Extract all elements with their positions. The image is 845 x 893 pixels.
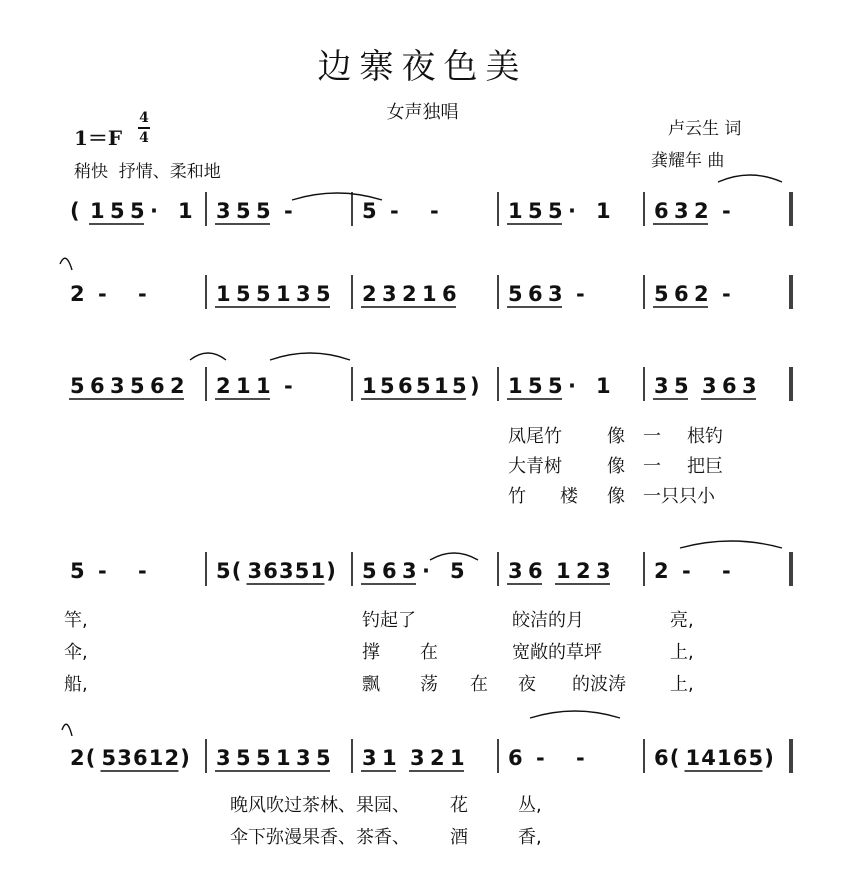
note-glyph: ) [470, 374, 480, 398]
note-glyph: 1 [148, 746, 164, 770]
note-glyph: · [150, 199, 158, 223]
note-glyph: 5 [256, 282, 271, 306]
slur [680, 541, 782, 548]
lyric-s3-v1-c: 一 [643, 426, 661, 447]
lyric-s3-v2-d: 把巨 [687, 456, 723, 477]
note-glyph: 2 [164, 746, 180, 770]
note-glyph: ) [180, 746, 190, 770]
lyric-s4-v1-c: 皎洁的月 [512, 610, 584, 631]
note-glyph: 3 [702, 374, 717, 398]
note-glyph: 5 [416, 374, 431, 398]
lyric-s4-v2-b: 撑 [362, 642, 380, 663]
lyric-s5-r2-c: 香, [518, 827, 542, 848]
note-glyph: 1 [422, 282, 437, 306]
note-glyph: 1 [556, 559, 571, 583]
note-glyph: 3 [410, 746, 425, 770]
note-glyph: · [568, 199, 576, 223]
lyric-s4-v3-c: 荡 [420, 674, 438, 695]
note-glyph: 3 [742, 374, 757, 398]
note-glyph: 4 [701, 746, 716, 770]
note-glyph: 1 [596, 374, 611, 398]
slur [718, 175, 782, 182]
note-glyph: 3 [296, 746, 311, 770]
time-signature-bottom: 4 [139, 130, 149, 146]
tempo-marking: 稍快 抒情、柔和地 [74, 162, 221, 182]
note-glyph: 5 [508, 282, 523, 306]
note-glyph: 6 [508, 746, 523, 770]
note-glyph: - [722, 199, 731, 223]
lyric-s3-v2-c: 一 [643, 456, 661, 477]
note-glyph: 5 [130, 199, 145, 223]
note-glyph: 5 [110, 199, 125, 223]
note-glyph: - [536, 746, 545, 770]
note-glyph: 2 [430, 746, 445, 770]
note-glyph: 6 [528, 559, 543, 583]
note-glyph: 5 [674, 374, 689, 398]
note-glyph: ( [70, 199, 80, 223]
note-glyph: 3 [296, 282, 311, 306]
note-glyph: 5 [380, 374, 395, 398]
lyric-s4-v3-d: 在 [470, 674, 488, 695]
note-glyph: 1 [508, 199, 523, 223]
note-glyph: - [576, 746, 585, 770]
note-glyph: 3 [247, 559, 263, 583]
note-glyph: 3 [382, 282, 397, 306]
lyric-s3-v3-a: 竹 [508, 486, 526, 507]
lyric-s4-v3-a: 船, [64, 674, 88, 695]
lyric-s5-r2-a: 伞下弥漫果香、茶香、 [230, 827, 410, 848]
note-glyph: 5 [450, 559, 465, 583]
note-glyph: · [422, 559, 430, 583]
composer-credit: 龚耀年 曲 [651, 151, 725, 171]
note-glyph: ( [669, 746, 680, 770]
lyric-s4-v2-d: 宽敞的草坪 [512, 642, 602, 663]
note-glyph: 5 [70, 374, 85, 398]
note-glyph: 6 [133, 746, 148, 770]
lyric-s4-v1-b: 钓起了 [362, 610, 416, 631]
song-title: 边寨夜色美 [317, 47, 528, 87]
slur [62, 724, 72, 736]
note-glyph: 1 [236, 374, 251, 398]
note-glyph: 1 [508, 374, 523, 398]
lyric-s3-v3-d: 一只只小 [643, 486, 715, 507]
note-glyph: 5 [316, 282, 331, 306]
lyric-s4-v3-g: 上, [670, 674, 694, 695]
lyric-s4-v2-c: 在 [420, 642, 438, 663]
note-glyph: 5 [130, 374, 145, 398]
lyric-s3-v1-a: 凤尾竹 [508, 426, 562, 447]
lyric-s4-v3-b: 飘 [362, 674, 380, 695]
note-glyph: 5 [236, 282, 251, 306]
note-glyph: 1 [434, 374, 449, 398]
note-glyph: 5 [236, 199, 251, 223]
note-glyph: - [682, 559, 691, 583]
lyric-s4-v3-e: 夜 [518, 674, 536, 695]
note-glyph: 5 [101, 746, 117, 770]
note-glyph: ) [764, 746, 774, 770]
note-glyph: 6 [398, 374, 413, 398]
note-glyph: 1 [382, 746, 397, 770]
note-glyph: 5 [452, 374, 467, 398]
note-glyph: - [138, 559, 147, 583]
slur [530, 711, 620, 718]
note-glyph: 6 [263, 559, 278, 583]
note-glyph: - [430, 199, 439, 223]
lyric-s3-v3-b: 楼 [560, 486, 578, 507]
note-glyph: 3 [596, 559, 611, 583]
note-glyph: - [722, 559, 731, 583]
slur [60, 258, 72, 270]
note-glyph: · [568, 374, 576, 398]
note-glyph: ( [85, 746, 96, 770]
lyric-s4-v1-d: 亮, [670, 610, 694, 631]
lyric-s4-v2-e: 上, [670, 642, 694, 663]
note-glyph: 5 [256, 199, 271, 223]
note-glyph: 6 [732, 746, 748, 770]
slur [270, 353, 350, 360]
note-glyph: 3 [508, 559, 523, 583]
note-glyph: 1 [276, 282, 291, 306]
slur [190, 353, 226, 360]
note-glyph: 3 [674, 199, 689, 223]
note-glyph: - [722, 282, 731, 306]
note-glyph: 5 [748, 746, 764, 770]
note-glyph: 1 [717, 746, 732, 770]
note-glyph: ( [231, 559, 242, 583]
lyric-s5-r1-a: 晚风吹过茶林、果园、 [230, 795, 410, 816]
note-glyph: - [390, 199, 399, 223]
note-glyph: 6 [654, 746, 669, 770]
note-glyph: 3 [402, 559, 417, 583]
note-glyph: 1 [178, 199, 193, 223]
note-glyph: 6 [654, 199, 669, 223]
note-glyph: - [98, 559, 107, 583]
note-glyph: 3 [216, 199, 231, 223]
note-glyph: 5 [316, 746, 331, 770]
note-glyph: 5 [548, 199, 563, 223]
note-glyph: 1 [90, 199, 105, 223]
note-glyph: 5 [294, 559, 310, 583]
note-glyph: - [284, 374, 293, 398]
note-glyph: 2 [170, 374, 185, 398]
note-glyph: 3 [216, 746, 231, 770]
note-glyph: 2 [694, 282, 709, 306]
lyric-s3-v1-b: 像 [607, 426, 625, 447]
note-glyph: 1 [362, 374, 377, 398]
note-glyph: 2 [694, 199, 709, 223]
lyric-s4-v3-f: 的波涛 [572, 674, 626, 695]
song-subtitle: 女声独唱 [386, 102, 459, 123]
note-glyph: - [576, 282, 585, 306]
lyric-s5-r2-b: 酒 [450, 827, 468, 848]
note-glyph: 5 [654, 282, 669, 306]
note-glyph: 5 [362, 199, 377, 223]
note-glyph: 2 [216, 374, 231, 398]
lyric-s4-v2-a: 伞, [64, 642, 88, 663]
lyric-s3-v1-d: 根钓 [687, 426, 723, 447]
note-glyph: 5 [528, 199, 543, 223]
note-glyph: 1 [310, 559, 326, 583]
note-glyph: 1 [685, 746, 701, 770]
note-glyph: 5 [256, 746, 271, 770]
note-glyph: 5 [70, 559, 85, 583]
note-glyph: - [138, 282, 147, 306]
note-glyph: 6 [90, 374, 105, 398]
note-glyph: - [98, 282, 107, 306]
note-glyph: 2 [362, 282, 377, 306]
note-glyph: 6 [150, 374, 165, 398]
note-glyph: 1 [256, 374, 271, 398]
note-glyph: 2 [70, 282, 85, 306]
note-glyph: 2 [70, 746, 85, 770]
lyric-s3-v3-c: 像 [607, 486, 625, 507]
key-signature: 1＝F [74, 126, 123, 150]
note-glyph: - [284, 199, 293, 223]
note-glyph: 6 [382, 559, 397, 583]
note-glyph: 1 [216, 282, 231, 306]
note-glyph: 5 [528, 374, 543, 398]
lyric-s5-r1-c: 丛, [518, 795, 542, 816]
time-signature-top: 4 [139, 110, 149, 126]
note-glyph: 6 [528, 282, 543, 306]
note-glyph: 3 [117, 746, 132, 770]
note-glyph: 3 [362, 746, 377, 770]
note-glyph: 6 [442, 282, 457, 306]
lyricist-credit: 卢云生 词 [668, 119, 742, 139]
note-glyph: 5 [362, 559, 377, 583]
lyric-s3-v2-a: 大青树 [508, 456, 562, 477]
note-glyph: 5 [236, 746, 251, 770]
note-glyph: 3 [548, 282, 563, 306]
note-glyph: 1 [596, 199, 611, 223]
note-glyph: 5 [548, 374, 563, 398]
note-glyph: 2 [654, 559, 669, 583]
note-glyph: ) [326, 559, 336, 583]
lyric-s4-v1-a: 竿, [64, 610, 88, 631]
lyric-s5-r1-b: 花 [450, 795, 468, 816]
lyric-s3-v2-b: 像 [607, 456, 625, 477]
note-glyph: 3 [654, 374, 669, 398]
note-glyph: 5 [216, 559, 231, 583]
note-glyph: 3 [110, 374, 125, 398]
note-glyph: 6 [674, 282, 689, 306]
note-glyph: 6 [722, 374, 737, 398]
note-glyph: 2 [576, 559, 591, 583]
note-glyph: 2 [402, 282, 417, 306]
note-glyph: 1 [276, 746, 291, 770]
note-glyph: 1 [450, 746, 465, 770]
note-glyph: 3 [279, 559, 294, 583]
